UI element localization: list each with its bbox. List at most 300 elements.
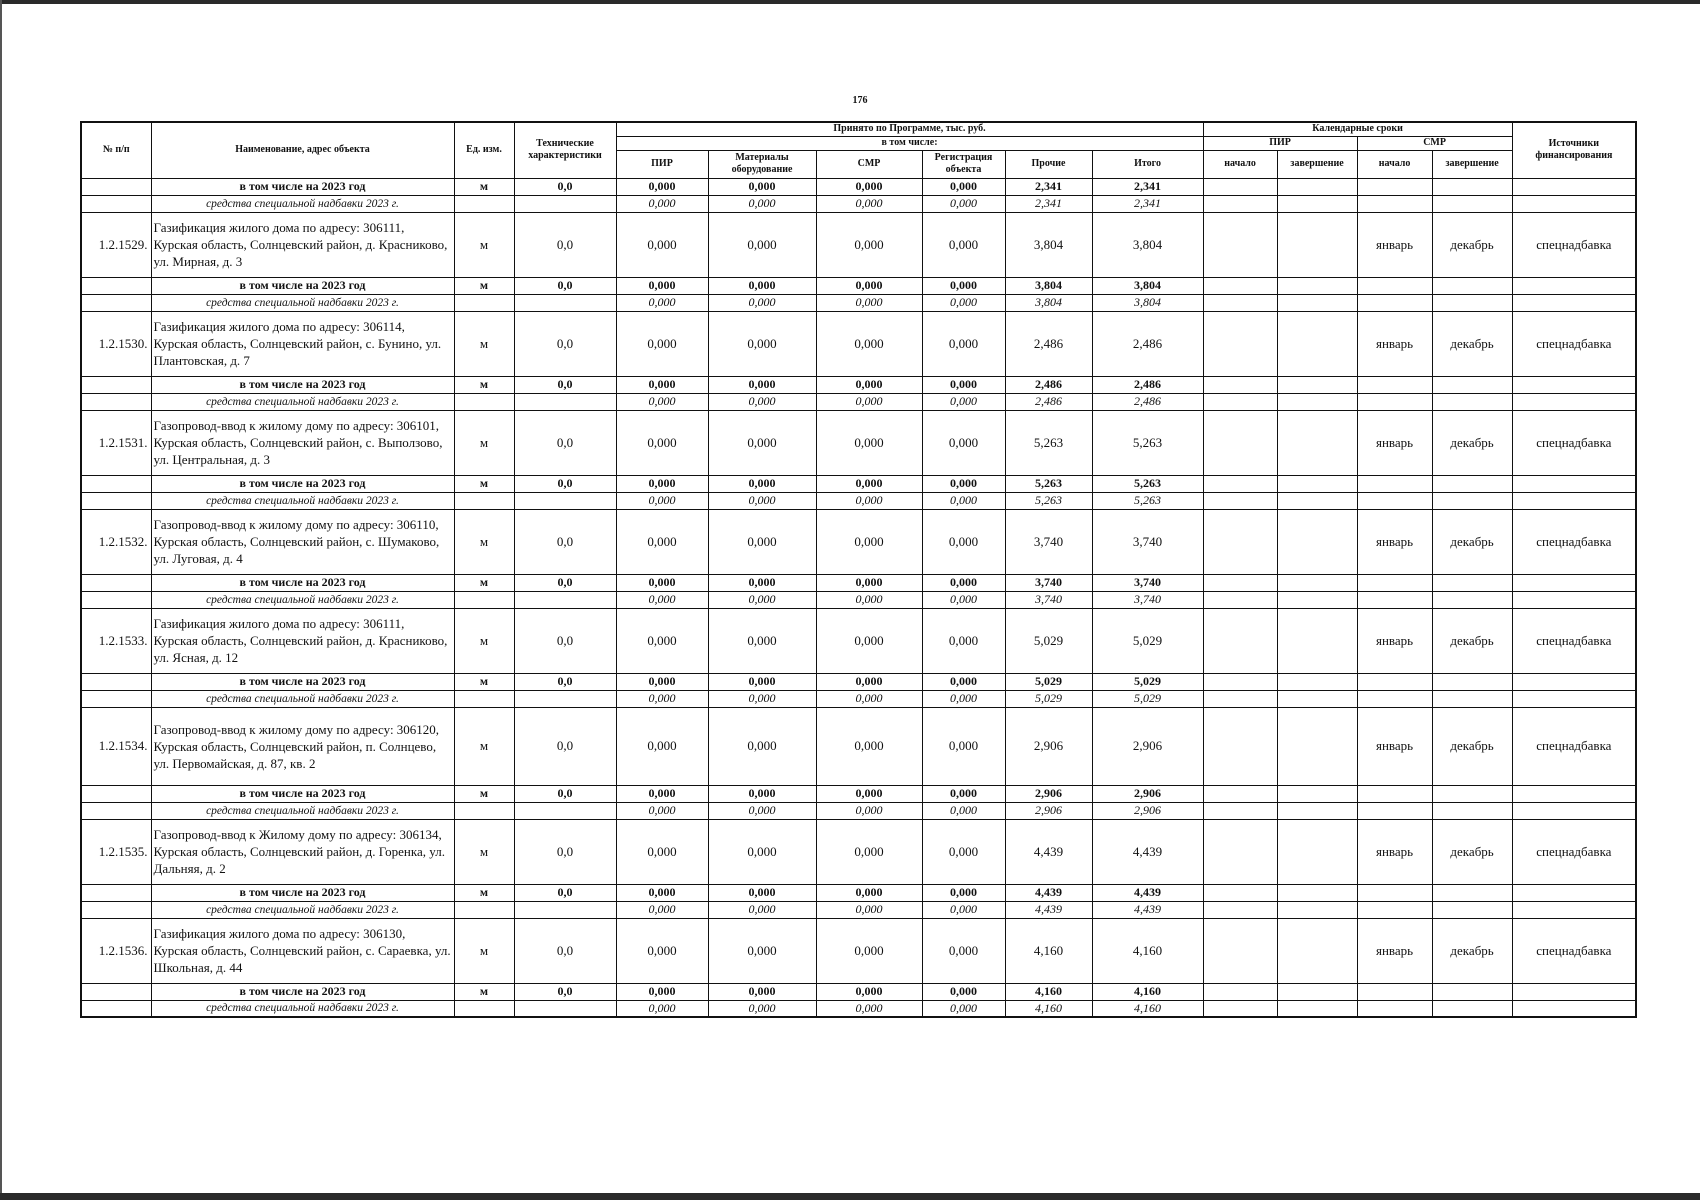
object-unit: м	[454, 410, 514, 475]
year-reg: 0,000	[922, 884, 1005, 901]
object-total: 5,263	[1092, 410, 1203, 475]
object-code: 1.2.1532.	[81, 509, 151, 574]
object-other: 4,439	[1005, 819, 1092, 884]
header-row-1	[81, 122, 1636, 136]
year-row	[81, 785, 1636, 802]
year-unit: м	[454, 178, 514, 195]
year-other: 2,486	[1005, 376, 1092, 393]
year-other: 4,439	[1005, 884, 1092, 901]
special-reg: 0,000	[922, 492, 1005, 509]
object-pir: 0,000	[616, 311, 708, 376]
header-unit: Ед. изм.	[454, 122, 514, 178]
object-other: 2,906	[1005, 707, 1092, 785]
special-total: 4,439	[1092, 901, 1203, 918]
object-reg: 0,000	[922, 212, 1005, 277]
special-other: 3,804	[1005, 294, 1092, 311]
object-pir: 0,000	[616, 608, 708, 673]
special-total: 2,906	[1092, 802, 1203, 819]
year-total: 2,486	[1092, 376, 1203, 393]
year-other: 3,804	[1005, 277, 1092, 294]
page-number: 176	[852, 95, 868, 106]
year-unit: м	[454, 785, 514, 802]
special-row	[81, 1000, 1636, 1017]
header-smr-end: завершение	[1432, 150, 1512, 178]
object-smr: 0,000	[816, 707, 922, 785]
year-label: в том числе на 2023 год	[151, 475, 454, 492]
special-mat: 0,000	[708, 802, 816, 819]
year-pir: 0,000	[616, 574, 708, 591]
year-mat: 0,000	[708, 673, 816, 690]
year-unit: м	[454, 376, 514, 393]
special-label: средства специальной надбавки 2023 г.	[151, 492, 454, 509]
object-row	[81, 608, 1636, 673]
object-source: спецнадбавка	[1512, 212, 1636, 277]
special-other: 5,263	[1005, 492, 1092, 509]
year-row	[81, 884, 1636, 901]
year-reg: 0,000	[922, 673, 1005, 690]
year-label: в том числе на 2023 год	[151, 884, 454, 901]
year-label: в том числе на 2023 год	[151, 376, 454, 393]
year-row	[81, 673, 1636, 690]
year-tech: 0,0	[514, 983, 616, 1000]
year-reg: 0,000	[922, 475, 1005, 492]
special-smr: 0,000	[816, 393, 922, 410]
special-reg: 0,000	[922, 1000, 1005, 1017]
object-mat: 0,000	[708, 707, 816, 785]
year-other: 5,263	[1005, 475, 1092, 492]
object-tech: 0,0	[514, 608, 616, 673]
special-label: средства специальной надбавки 2023 г.	[151, 393, 454, 410]
special-row	[81, 802, 1636, 819]
object-code: 1.2.1534.	[81, 707, 151, 785]
object-smr-start: январь	[1357, 608, 1432, 673]
year-tech: 0,0	[514, 277, 616, 294]
object-row	[81, 212, 1636, 277]
year-total: 3,740	[1092, 574, 1203, 591]
special-other: 2,341	[1005, 195, 1092, 212]
object-smr-start: январь	[1357, 918, 1432, 983]
object-source: спецнадбавка	[1512, 918, 1636, 983]
special-smr: 0,000	[816, 901, 922, 918]
object-source: спецнадбавка	[1512, 819, 1636, 884]
header-smr-start: начало	[1357, 150, 1432, 178]
object-row	[81, 410, 1636, 475]
special-reg: 0,000	[922, 690, 1005, 707]
header-including: в том числе:	[616, 136, 1203, 150]
scan-edge-bottom	[0, 1193, 1700, 1200]
special-other: 3,740	[1005, 591, 1092, 608]
special-mat: 0,000	[708, 690, 816, 707]
special-total: 5,029	[1092, 690, 1203, 707]
special-smr: 0,000	[816, 591, 922, 608]
year-smr: 0,000	[816, 574, 922, 591]
object-smr-end: декабрь	[1432, 212, 1512, 277]
special-smr: 0,000	[816, 690, 922, 707]
year-pir: 0,000	[616, 475, 708, 492]
year-tech: 0,0	[514, 884, 616, 901]
object-reg: 0,000	[922, 707, 1005, 785]
special-row	[81, 591, 1636, 608]
object-source: спецнадбавка	[1512, 509, 1636, 574]
special-pir: 0,000	[616, 393, 708, 410]
object-row	[81, 819, 1636, 884]
header-total: Итого	[1092, 150, 1203, 178]
year-reg: 0,000	[922, 376, 1005, 393]
object-reg: 0,000	[922, 608, 1005, 673]
year-other: 2,341	[1005, 178, 1092, 195]
header-materials: Материалы оборудование	[708, 150, 816, 178]
year-total: 5,263	[1092, 475, 1203, 492]
header-cal-smr: СМР	[1357, 136, 1512, 150]
year-label: в том числе на 2023 год	[151, 574, 454, 591]
special-pir: 0,000	[616, 1000, 708, 1017]
object-other: 3,804	[1005, 212, 1092, 277]
special-smr: 0,000	[816, 492, 922, 509]
year-smr: 0,000	[816, 884, 922, 901]
year-pir: 0,000	[616, 277, 708, 294]
object-row	[81, 509, 1636, 574]
object-total: 5,029	[1092, 608, 1203, 673]
year-row	[81, 574, 1636, 591]
year-pir: 0,000	[616, 178, 708, 195]
object-pir: 0,000	[616, 918, 708, 983]
object-unit: м	[454, 819, 514, 884]
year-mat: 0,000	[708, 178, 816, 195]
object-pir: 0,000	[616, 509, 708, 574]
object-smr: 0,000	[816, 509, 922, 574]
year-mat: 0,000	[708, 376, 816, 393]
special-reg: 0,000	[922, 195, 1005, 212]
object-mat: 0,000	[708, 311, 816, 376]
year-smr: 0,000	[816, 376, 922, 393]
year-row	[81, 475, 1636, 492]
special-other: 4,439	[1005, 901, 1092, 918]
object-pir: 0,000	[616, 212, 708, 277]
special-label: средства специальной надбавки 2023 г.	[151, 690, 454, 707]
object-smr: 0,000	[816, 819, 922, 884]
object-code: 1.2.1531.	[81, 410, 151, 475]
object-name: Газификация жилого дома по адресу: 306130, Курская область, Солнцевский район, с. Сараевка, ул. Школьная, д. 44	[151, 918, 454, 983]
special-mat: 0,000	[708, 591, 816, 608]
year-unit: м	[454, 673, 514, 690]
header-accepted: Принято по Программе, тыс. руб.	[616, 122, 1203, 136]
special-label: средства специальной надбавки 2023 г.	[151, 802, 454, 819]
object-other: 5,029	[1005, 608, 1092, 673]
object-smr-end: декабрь	[1432, 918, 1512, 983]
special-total: 3,740	[1092, 591, 1203, 608]
header-name: Наименование, адрес объекта	[151, 122, 454, 178]
year-mat: 0,000	[708, 475, 816, 492]
object-unit: м	[454, 918, 514, 983]
object-code: 1.2.1530.	[81, 311, 151, 376]
object-name: Газопровод-ввод к Жилому дому по адресу: 306134, Курская область, Солнцевский район, д. Горенка, ул. Дальняя, д. 2	[151, 819, 454, 884]
object-total: 4,439	[1092, 819, 1203, 884]
object-total: 3,740	[1092, 509, 1203, 574]
special-other: 5,029	[1005, 690, 1092, 707]
object-name: Газификация жилого дома по адресу: 306111, Курская область, Солнцевский район, д. Красниково, ул. Мирная, д. 3	[151, 212, 454, 277]
year-total: 2,341	[1092, 178, 1203, 195]
object-tech: 0,0	[514, 918, 616, 983]
header-calendar: Календарные сроки	[1203, 122, 1512, 136]
year-mat: 0,000	[708, 574, 816, 591]
year-pir: 0,000	[616, 376, 708, 393]
object-source: спецнадбавка	[1512, 410, 1636, 475]
object-smr-start: январь	[1357, 509, 1432, 574]
object-mat: 0,000	[708, 819, 816, 884]
year-reg: 0,000	[922, 983, 1005, 1000]
year-smr: 0,000	[816, 785, 922, 802]
special-mat: 0,000	[708, 393, 816, 410]
object-reg: 0,000	[922, 311, 1005, 376]
special-mat: 0,000	[708, 294, 816, 311]
object-mat: 0,000	[708, 608, 816, 673]
object-tech: 0,0	[514, 212, 616, 277]
special-mat: 0,000	[708, 901, 816, 918]
special-row	[81, 195, 1636, 212]
special-pir: 0,000	[616, 294, 708, 311]
object-total: 4,160	[1092, 918, 1203, 983]
object-smr: 0,000	[816, 212, 922, 277]
special-reg: 0,000	[922, 802, 1005, 819]
year-row	[81, 277, 1636, 294]
object-source: спецнадбавка	[1512, 608, 1636, 673]
special-pir: 0,000	[616, 492, 708, 509]
object-unit: м	[454, 311, 514, 376]
special-pir: 0,000	[616, 195, 708, 212]
special-reg: 0,000	[922, 901, 1005, 918]
year-unit: м	[454, 475, 514, 492]
special-smr: 0,000	[816, 802, 922, 819]
object-mat: 0,000	[708, 212, 816, 277]
header-pir-start: начало	[1203, 150, 1277, 178]
year-tech: 0,0	[514, 178, 616, 195]
year-other: 5,029	[1005, 673, 1092, 690]
special-row	[81, 901, 1636, 918]
special-reg: 0,000	[922, 393, 1005, 410]
special-smr: 0,000	[816, 1000, 922, 1017]
year-mat: 0,000	[708, 884, 816, 901]
header-registration: Регистрация объекта	[922, 150, 1005, 178]
special-label: средства специальной надбавки 2023 г.	[151, 294, 454, 311]
object-mat: 0,000	[708, 509, 816, 574]
program-table	[80, 121, 1637, 1018]
object-smr-end: декабрь	[1432, 410, 1512, 475]
object-smr-start: январь	[1357, 212, 1432, 277]
special-other: 4,160	[1005, 1000, 1092, 1017]
object-other: 4,160	[1005, 918, 1092, 983]
object-name: Газопровод-ввод к жилому дому по адресу: 306120, Курская область, Солнцевский район, п. Солнцево, ул. Первомайская, д. 87, кв. 2	[151, 707, 454, 785]
object-pir: 0,000	[616, 410, 708, 475]
year-row	[81, 983, 1636, 1000]
special-total: 3,804	[1092, 294, 1203, 311]
scan-edge-left	[0, 0, 2, 1200]
special-mat: 0,000	[708, 1000, 816, 1017]
object-code: 1.2.1535.	[81, 819, 151, 884]
year-smr: 0,000	[816, 983, 922, 1000]
year-row	[81, 178, 1636, 195]
object-smr-end: декабрь	[1432, 311, 1512, 376]
object-smr: 0,000	[816, 311, 922, 376]
year-smr: 0,000	[816, 178, 922, 195]
year-tech: 0,0	[514, 673, 616, 690]
object-smr-end: декабрь	[1432, 819, 1512, 884]
object-row	[81, 707, 1636, 785]
header-pir-end: завершение	[1277, 150, 1357, 178]
special-other: 2,486	[1005, 393, 1092, 410]
year-mat: 0,000	[708, 277, 816, 294]
object-smr-end: декабрь	[1432, 509, 1512, 574]
object-name: Газификация жилого дома по адресу: 306111, Курская область, Солнцевский район, д. Красниково, ул. Ясная, д. 12	[151, 608, 454, 673]
year-other: 3,740	[1005, 574, 1092, 591]
object-smr-end: декабрь	[1432, 707, 1512, 785]
year-mat: 0,000	[708, 785, 816, 802]
year-other: 4,160	[1005, 983, 1092, 1000]
year-unit: м	[454, 277, 514, 294]
object-unit: м	[454, 509, 514, 574]
year-reg: 0,000	[922, 178, 1005, 195]
object-reg: 0,000	[922, 509, 1005, 574]
object-tech: 0,0	[514, 819, 616, 884]
special-row	[81, 393, 1636, 410]
object-other: 2,486	[1005, 311, 1092, 376]
special-other: 2,906	[1005, 802, 1092, 819]
year-other: 2,906	[1005, 785, 1092, 802]
object-smr: 0,000	[816, 410, 922, 475]
object-other: 3,740	[1005, 509, 1092, 574]
year-reg: 0,000	[922, 785, 1005, 802]
header-sources: Источники финансирования	[1512, 122, 1636, 178]
object-tech: 0,0	[514, 311, 616, 376]
year-unit: м	[454, 574, 514, 591]
object-reg: 0,000	[922, 918, 1005, 983]
year-pir: 0,000	[616, 884, 708, 901]
object-unit: м	[454, 608, 514, 673]
object-code: 1.2.1533.	[81, 608, 151, 673]
special-label: средства специальной надбавки 2023 г.	[151, 195, 454, 212]
object-name: Газопровод-ввод к жилому дому по адресу: 306110, Курская область, Солнцевский район, с. Шумаково, ул. Луговая, д. 4	[151, 509, 454, 574]
object-pir: 0,000	[616, 819, 708, 884]
object-code: 1.2.1529.	[81, 212, 151, 277]
year-pir: 0,000	[616, 785, 708, 802]
special-total: 4,160	[1092, 1000, 1203, 1017]
object-reg: 0,000	[922, 819, 1005, 884]
object-reg: 0,000	[922, 410, 1005, 475]
object-mat: 0,000	[708, 410, 816, 475]
special-smr: 0,000	[816, 195, 922, 212]
object-smr: 0,000	[816, 918, 922, 983]
year-mat: 0,000	[708, 983, 816, 1000]
year-tech: 0,0	[514, 475, 616, 492]
special-total: 2,486	[1092, 393, 1203, 410]
object-tech: 0,0	[514, 707, 616, 785]
object-pir: 0,000	[616, 707, 708, 785]
year-unit: м	[454, 884, 514, 901]
object-row	[81, 918, 1636, 983]
object-smr-start: январь	[1357, 707, 1432, 785]
special-total: 5,263	[1092, 492, 1203, 509]
object-unit: м	[454, 212, 514, 277]
object-tech: 0,0	[514, 410, 616, 475]
special-smr: 0,000	[816, 294, 922, 311]
year-label: в том числе на 2023 год	[151, 178, 454, 195]
object-source: спецнадбавка	[1512, 707, 1636, 785]
object-smr-start: январь	[1357, 311, 1432, 376]
year-smr: 0,000	[816, 277, 922, 294]
year-total: 5,029	[1092, 673, 1203, 690]
object-unit: м	[454, 707, 514, 785]
header-other: Прочие	[1005, 150, 1092, 178]
year-unit: м	[454, 983, 514, 1000]
special-pir: 0,000	[616, 901, 708, 918]
year-reg: 0,000	[922, 277, 1005, 294]
special-label: средства специальной надбавки 2023 г.	[151, 901, 454, 918]
object-total: 3,804	[1092, 212, 1203, 277]
year-label: в том числе на 2023 год	[151, 277, 454, 294]
special-mat: 0,000	[708, 195, 816, 212]
special-row	[81, 492, 1636, 509]
object-smr-start: январь	[1357, 819, 1432, 884]
year-total: 4,439	[1092, 884, 1203, 901]
year-smr: 0,000	[816, 475, 922, 492]
year-total: 3,804	[1092, 277, 1203, 294]
object-smr-end: декабрь	[1432, 608, 1512, 673]
year-label: в том числе на 2023 год	[151, 673, 454, 690]
special-total: 2,341	[1092, 195, 1203, 212]
special-row	[81, 294, 1636, 311]
object-name: Газификация жилого дома по адресу: 306114, Курская область, Солнцевский район, с. Бунино, ул. Плантовская, д. 7	[151, 311, 454, 376]
year-pir: 0,000	[616, 673, 708, 690]
year-label: в том числе на 2023 год	[151, 785, 454, 802]
special-reg: 0,000	[922, 294, 1005, 311]
special-label: средства специальной надбавки 2023 г.	[151, 591, 454, 608]
object-name: Газопровод-ввод к жилому дому по адресу: 306101, Курская область, Солнцевский район, с. Выползово, ул. Центральная, д. 3	[151, 410, 454, 475]
year-tech: 0,0	[514, 785, 616, 802]
object-other: 5,263	[1005, 410, 1092, 475]
special-row	[81, 690, 1636, 707]
special-pir: 0,000	[616, 690, 708, 707]
object-row	[81, 311, 1636, 376]
special-pir: 0,000	[616, 591, 708, 608]
special-mat: 0,000	[708, 492, 816, 509]
special-label: средства специальной надбавки 2023 г.	[151, 1000, 454, 1017]
object-total: 2,486	[1092, 311, 1203, 376]
special-pir: 0,000	[616, 802, 708, 819]
header-cal-pir: ПИР	[1203, 136, 1357, 150]
year-pir: 0,000	[616, 983, 708, 1000]
header-pir: ПИР	[616, 150, 708, 178]
year-label: в том числе на 2023 год	[151, 983, 454, 1000]
year-row	[81, 376, 1636, 393]
object-total: 2,906	[1092, 707, 1203, 785]
object-tech: 0,0	[514, 509, 616, 574]
header-tech: Технические характеристики	[514, 122, 616, 178]
object-smr: 0,000	[816, 608, 922, 673]
header-num: № п/п	[81, 122, 151, 178]
year-tech: 0,0	[514, 376, 616, 393]
year-total: 2,906	[1092, 785, 1203, 802]
year-total: 4,160	[1092, 983, 1203, 1000]
header-smr: СМР	[816, 150, 922, 178]
scan-edge-top	[0, 0, 1700, 4]
object-code: 1.2.1536.	[81, 918, 151, 983]
year-reg: 0,000	[922, 574, 1005, 591]
object-smr-start: январь	[1357, 410, 1432, 475]
object-source: спецнадбавка	[1512, 311, 1636, 376]
object-mat: 0,000	[708, 918, 816, 983]
year-tech: 0,0	[514, 574, 616, 591]
year-smr: 0,000	[816, 673, 922, 690]
special-reg: 0,000	[922, 591, 1005, 608]
